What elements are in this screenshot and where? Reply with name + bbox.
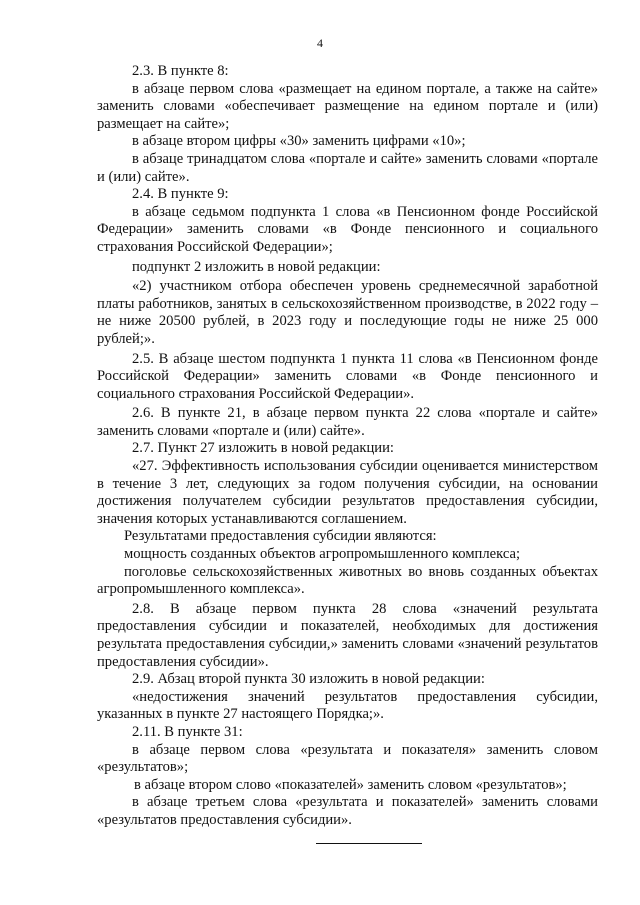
paragraph: в абзаце тринадцатом слова «портале и сайте» заменить словами «портале и (или) сайте». [97,150,598,185]
paragraph-2-4-heading: 2.4. В пункте 9: [132,186,229,203]
paragraph-2-9-heading: 2.9. Абзац второй пункта 30 изложить в новой редакции: [132,671,485,688]
page-number: 4 [317,36,323,50]
end-of-document-line [316,843,422,844]
paragraph-quoted: «2) участником отбора обеспечен уровень среднемесячной заработной платы работников, занятых в сельскохозяйственном производстве, в 2022 году – не ниже 20500 рублей, в 2023 году и последующие годы не ниже 25 000 рублей;». [97,278,598,347]
paragraph: в абзаце первом слова «размещает на едином портале, а также на сайте» заменить словами «обеспечивает размещение на едином портале и (или) размещает на сайте»; [97,80,598,132]
paragraph: Результатами предоставления субсидии являются: [124,528,437,545]
paragraph-2-3-heading: 2.3. В пункте 8: [132,63,229,79]
document-body [97,63,598,830]
paragraph: подпункт 2 изложить в новой редакции: [132,258,381,275]
paragraph: в абзаце первом слова «результата и показателя» заменить словом «результатов»; [97,741,598,776]
paragraph: в абзаце втором цифры «30» заменить цифрами «10»; [132,133,466,150]
paragraph: в абзаце третьем слова «результата и показателей» заменить словами «результатов предоставления субсидии». [97,794,598,828]
paragraph-2-7-heading: 2.7. Пункт 27 изложить в новой редакции: [132,440,394,457]
paragraph: в абзаце втором слово «показателей» заменить словом «результатов»; [134,776,567,793]
paragraph-2-5: 2.5. В абзаце шестом подпункта 1 пункта 11 слова «в Пенсионном фонде Российской Федерации» заменить словами «в Фонде пенсионного и социального страхования Российской Федерации». [97,350,598,402]
paragraph: в абзаце седьмом подпункта 1 слова «в Пенсионном фонде Российской Федерации» заменить словами «в Фонде пенсионного и социального страхования Российской Федерации»; [97,203,598,255]
paragraph: поголовье сельскохозяйственных животных во вновь созданных объектах агропромышленного комплекса». [97,563,598,598]
paragraph: мощность созданных объектов агропромышленного комплекса; [124,546,521,563]
paragraph-2-11-heading: 2.11. В пункте 31: [132,723,243,740]
paragraph-2-8: 2.8. В абзаце первом пункта 28 слова «значений результата предоставления субсидии и показателей, необходимых для достижения результата предоставления субсидии,» заменить словами «значений результатов предоставления субсидии». [97,600,598,670]
paragraph-2-6: 2.6. В пункте 21, в абзаце первом пункта 22 слова «портале и сайте» заменить словами «портале и (или) сайте». [97,405,598,439]
paragraph-quoted: «27. Эффективность использования субсидии оценивается министерством в течение 3 лет, следующих за годом получения субсидии, на основании достижения получателем субсидии результатов предоставления субсидии, значения которых устанавливаются соглашением. [97,458,598,527]
paragraph-quoted: «недостижения значений результатов предоставления субсидии, указанных в пункте 27 настоящего Порядка;». [97,688,598,723]
